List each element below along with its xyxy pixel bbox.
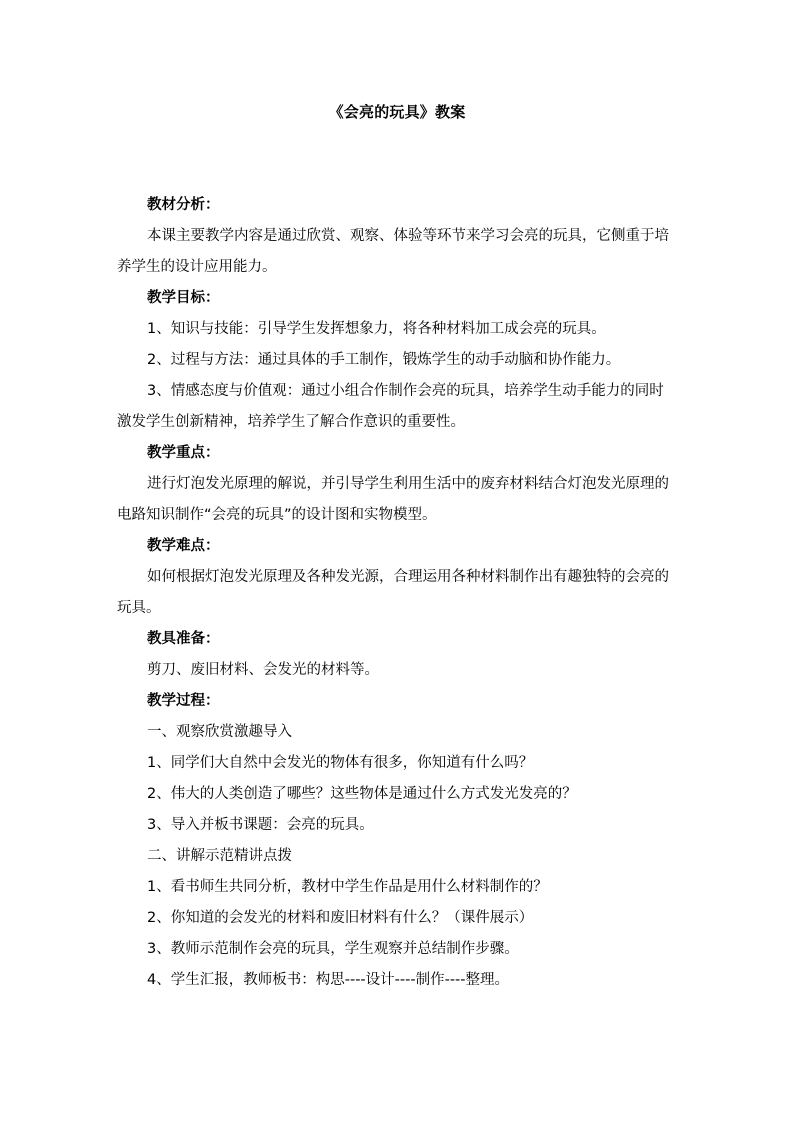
part-2-item-2: 2、你知道的会发光的材料和废旧材料有什么？（课件展示）	[147, 910, 534, 926]
part-1-item-2: 2、伟大的人类创造了哪些？这些物体是通过什么方式发光发亮的？	[147, 786, 577, 802]
part-2-item-3: 3、教师示范制作会亮的玩具，学生观察并总结制作步骤。	[147, 941, 519, 957]
tools-text: 剪刀、废旧材料、会发光的材料等。	[147, 662, 379, 678]
part-2-item-4: 4、学生汇报，教师板书：构思----设计----制作----整理。	[147, 972, 510, 988]
part-1-item-3: 3、导入并板书课题：会亮的玩具。	[147, 817, 374, 833]
tools-heading: 教具准备：	[147, 631, 220, 647]
difficulty-heading: 教学难点：	[147, 538, 220, 554]
part-2-item-1: 1、看书师生共同分析，教材中学生作品是用什么材料制作的？	[147, 879, 548, 895]
key-text: 进行灯泡发光原理的解说，并引导学生利用生活中的废弃材料结合灯泡发光原理的电路知识制作“会亮的玩具”的设计图和实物模型。	[117, 476, 669, 523]
part-1-title: 一、观察欣赏激趣导入	[147, 724, 292, 740]
analysis-text: 本课主要教学内容是通过欣赏、观察、体验等环节来学习会亮的玩具，它侧重于培养学生的设计应用能力。	[117, 228, 669, 275]
analysis-heading: 教材分析：	[147, 197, 220, 213]
goal-1: 1、知识与技能：引导学生发挥想象力，将各种材料加工成会亮的玩具。	[147, 321, 606, 337]
document-body	[117, 190, 677, 996]
goals-heading: 教学目标：	[147, 290, 220, 306]
document-title: 《会亮的玩具》教案	[328, 103, 466, 121]
key-heading: 教学重点：	[147, 445, 220, 461]
process-heading: 教学过程：	[147, 693, 220, 709]
difficulty-text: 如何根据灯泡发光原理及各种发光源，合理运用各种材料制作出有趣独特的会亮的玩具。	[117, 569, 669, 616]
goal-2: 2、过程与方法：通过具体的手工制作，锻炼学生的动手动脑和协作能力。	[147, 352, 621, 368]
part-1-item-1: 1、同学们大自然中会发光的物体有很多，你知道有什么吗？	[147, 755, 534, 771]
part-2-title: 二、讲解示范精讲点拨	[147, 848, 292, 864]
goal-3: 3、情感态度与价值观：通过小组合作制作会亮的玩具，培养学生动手能力的同时激发学生创新精神，培养学生了解合作意识的重要性。	[117, 383, 664, 430]
